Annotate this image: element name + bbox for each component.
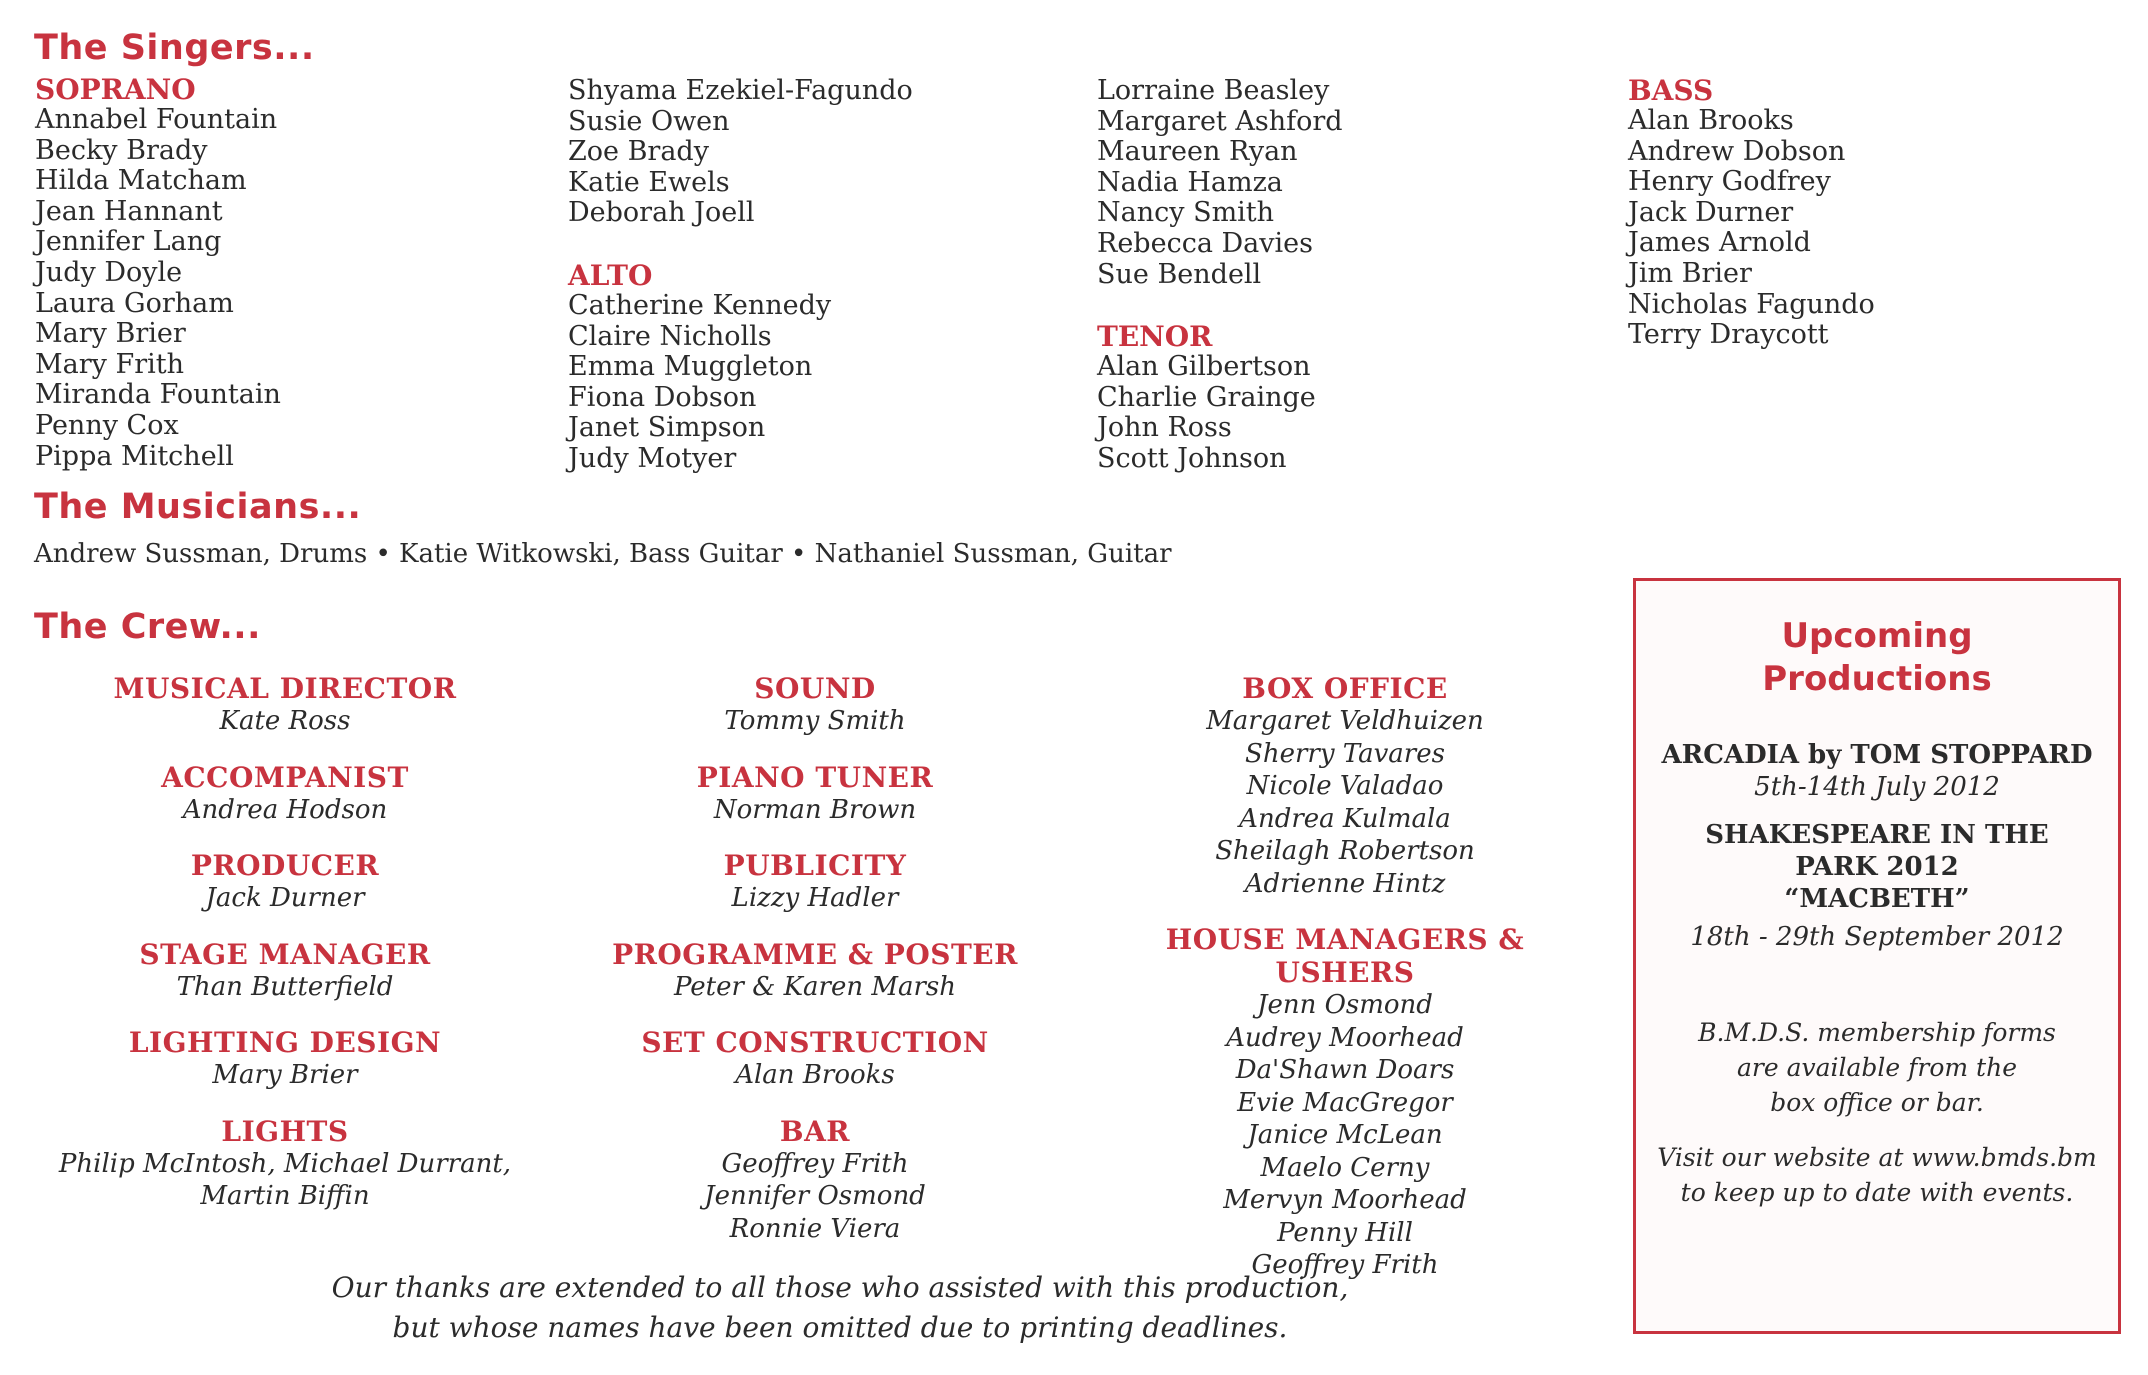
alto-name: Janet Simpson [568, 412, 766, 444]
show-2-title-line-1: SHAKESPEARE IN THE [1705, 820, 2049, 850]
alto-name: Catherine Kennedy [568, 289, 832, 321]
soprano-name: Laura Gorham [35, 287, 234, 319]
alto-label: ALTO [568, 258, 653, 292]
tenor-name: Charlie Grainge [1097, 381, 1316, 413]
crew-role [55, 1026, 515, 1092]
crew-role-title: LIGHTING DESIGN [128, 1026, 442, 1059]
bass-name: Alan Brooks [1628, 105, 1794, 136]
crew-member-name: Geoffrey Frith [721, 1148, 909, 1179]
bass-list [1628, 106, 2148, 351]
crew-role [55, 938, 515, 1004]
upcoming-title-line-2: Productions [1762, 659, 1992, 699]
show-2-title-line-3: “MACBETH” [1784, 884, 1970, 914]
crew-role [600, 672, 1030, 738]
crew-role [600, 1026, 1030, 1092]
alto-name: Rebecca Davies [1097, 227, 1313, 259]
crew-role [55, 761, 515, 827]
bass-name: Terry Draycott [1628, 319, 1829, 351]
crew-member-name: Mervyn Moorhead [1223, 1185, 1467, 1215]
tenor-name: John Ross [1097, 412, 1232, 444]
soprano-name: Penny Cox [35, 409, 179, 441]
crew-role-title: BOX OFFICE [1242, 672, 1448, 705]
bass-name: Jim Brier [1628, 257, 1752, 289]
soprano-name: Susie Owen [568, 105, 730, 137]
show-1-title: ARCADIA by TOM STOPPARD [1661, 740, 2093, 770]
alto-name: Nancy Smith [1097, 197, 1275, 229]
bass-label: BASS [1628, 74, 1714, 107]
singers-column-2 [568, 76, 1098, 475]
alto-name: Nadia Hamza [1097, 166, 1283, 198]
show-2-title-line-2: PARK 2012 [1795, 852, 1959, 882]
crew-role [55, 1115, 515, 1213]
alto-list-1 [568, 291, 1098, 475]
crew-member-name: Kate Ross [219, 706, 351, 736]
soprano-list-1 [35, 105, 565, 472]
soprano-name: Mary Brier [35, 318, 186, 350]
singers-column-1 [35, 74, 565, 472]
crew-member-name: Adrienne Hintz [1244, 868, 1446, 899]
soprano-name: Zoe Brady [568, 136, 709, 168]
crew-role-title: PROGRAMME & POSTER [612, 937, 1018, 971]
soprano-name: Jean Hannant [35, 195, 223, 227]
alto-name: Lorraine Beasley [1097, 75, 1330, 106]
upcoming-title-line-1: Upcoming [1781, 616, 1973, 656]
thanks-line-2: but whose names have been omitted due to printing deadlines. [392, 1311, 1288, 1344]
crew-role-title: PRODUCER [190, 849, 380, 882]
membership-line-1: B.M.D.S. membership forms [1698, 1018, 2056, 1047]
website-line-1: Visit our website at www.bmds.bm [1657, 1143, 2097, 1172]
crew-role-title: PIANO TUNER [696, 760, 934, 794]
crew-role [1100, 672, 1590, 900]
crew-member-name: Mary Brier [212, 1060, 358, 1090]
crew-role [55, 849, 515, 915]
soprano-name: Judy Doyle [35, 256, 183, 288]
crew-role-title: SET CONSTRUCTION [641, 1026, 989, 1059]
crew-member-name: Alan Brooks [735, 1060, 895, 1090]
bass-name: Andrew Dobson [1628, 135, 1846, 167]
crew-member-name: Than Butterfield [176, 971, 394, 1002]
crew-column-2 [600, 672, 1030, 1268]
show-1-dates: 5th-14th July 2012 [1754, 772, 2000, 802]
soprano-label: SOPRANO [35, 73, 196, 106]
crew-member-name: Andrea Kulmala [1239, 803, 1451, 834]
alto-name: Judy Motyer [568, 442, 737, 474]
membership-line-3: box office or bar. [1770, 1088, 1984, 1117]
alto-name: Sue Bendell [1097, 258, 1262, 290]
crew-member-name: Tommy Smith [724, 706, 906, 736]
crew-role [1100, 923, 1590, 1282]
crew-role-title: MUSICAL DIRECTOR [113, 672, 457, 705]
crew-role-title: PUBLICITY [723, 849, 907, 882]
thanks-note [230, 1268, 1450, 1348]
crew-member-name: Da'Shawn Doars [1235, 1055, 1455, 1085]
crew-role-title: HOUSE MANAGERS & USHERS [1165, 923, 1525, 989]
crew-member-name: Evie MacGregor [1237, 1087, 1453, 1118]
crew-member-name: Jenn Osmond [1257, 990, 1433, 1020]
crew-member-name: Martin Biffin [200, 1181, 370, 1211]
show-2-dates: 18th - 29th September 2012 [1690, 922, 2064, 952]
crew-member-name: Andrea Hodson [182, 794, 388, 825]
crew-role-title: LIGHTS [221, 1114, 349, 1148]
soprano-name: Hilda Matcham [35, 165, 247, 197]
soprano-name: Jennifer Lang [35, 226, 222, 258]
crew-member-name: Norman Brown [713, 794, 917, 825]
crew-column-1 [55, 672, 515, 1236]
crew-role [600, 761, 1030, 827]
crew-member-name: Lizzy Hadler [731, 883, 899, 913]
crew-role [55, 672, 515, 738]
soprano-name: Katie Ewels [568, 166, 730, 198]
alto-name: Fiona Dobson [568, 381, 757, 413]
crew-role [600, 849, 1030, 915]
crew-member-name: Nicole Valadao [1246, 771, 1444, 801]
crew-member-name: Geoffrey Frith [1251, 1250, 1439, 1280]
crew-member-name: Sherry Tavares [1245, 738, 1445, 769]
crew-member-name: Peter & Karen Marsh [673, 971, 957, 1002]
tenor-list [1097, 352, 1627, 474]
bass-name: Henry Godfrey [1628, 166, 1831, 198]
crew-role [600, 938, 1030, 1004]
crew-member-name: Jennifer Osmond [704, 1181, 926, 1211]
website-line-2: to keep up to date with events. [1680, 1178, 2074, 1207]
crew-member-name: Jack Durner [205, 883, 365, 913]
upcoming-title [1636, 615, 2118, 701]
crew-member-name: Penny Hill [1277, 1217, 1413, 1248]
singers-column-3 [1097, 76, 1627, 475]
crew-member-name: Janice McLean [1247, 1120, 1443, 1150]
tenor-label: TENOR [1097, 320, 1213, 354]
bass-name: Jack Durner [1628, 196, 1794, 228]
tenor-name: Scott Johnson [1097, 442, 1287, 474]
crew-member-name: Audrey Moorhead [1226, 1022, 1464, 1053]
crew-role-title: SOUND [754, 672, 876, 705]
alto-list-2 [1097, 76, 1627, 290]
musicians-list: Andrew Sussman, Drums • Katie Witkowski, Bass Guitar • Nathaniel Sussman, Guitar [34, 539, 1172, 569]
upcoming-productions-box [1633, 578, 2121, 1334]
singers-column-4 [1628, 75, 2148, 351]
soprano-name: Mary Frith [35, 348, 185, 380]
alto-name: Emma Muggleton [568, 351, 813, 383]
crew-member-name: Ronnie Viera [729, 1213, 901, 1244]
crew-role [600, 1115, 1030, 1246]
crew-member-name: Margaret Veldhuizen [1206, 706, 1484, 736]
crew-member-name: Maelo Cerny [1260, 1152, 1430, 1183]
soprano-name: Becky Brady [35, 134, 208, 166]
alto-name: Maureen Ryan [1097, 136, 1298, 168]
soprano-name: Deborah Joell [568, 197, 755, 229]
bass-name: Nicholas Fagundo [1628, 288, 1875, 320]
soprano-list-2 [568, 76, 1098, 229]
soprano-name: Annabel Fountain [35, 104, 278, 135]
crew-column-3 [1100, 672, 1590, 1305]
soprano-name: Shyama Ezekiel-Fagundo [568, 75, 913, 106]
thanks-line-1: Our thanks are extended to all those who assisted with this production, [331, 1271, 1349, 1304]
crew-member-name: Philip McIntosh, Michael Durrant, [58, 1148, 512, 1179]
crew-heading: The Crew... [34, 607, 261, 647]
alto-name: Margaret Ashford [1097, 105, 1343, 137]
bass-name: James Arnold [1628, 227, 1811, 259]
crew-member-name: Sheilagh Robertson [1215, 836, 1475, 866]
soprano-name: Miranda Fountain [35, 379, 281, 411]
crew-role-title: ACCOMPANIST [161, 760, 409, 794]
soprano-name: Pippa Mitchell [35, 440, 234, 472]
tenor-name: Alan Gilbertson [1097, 351, 1311, 383]
musicians-heading: The Musicians... [34, 487, 362, 527]
alto-name: Claire Nicholls [568, 320, 772, 352]
crew-role-title: STAGE MANAGER [139, 937, 431, 971]
crew-role-title: BAR [779, 1114, 851, 1148]
membership-line-2: are available from the [1736, 1053, 2018, 1082]
singers-heading: The Singers... [34, 28, 315, 68]
